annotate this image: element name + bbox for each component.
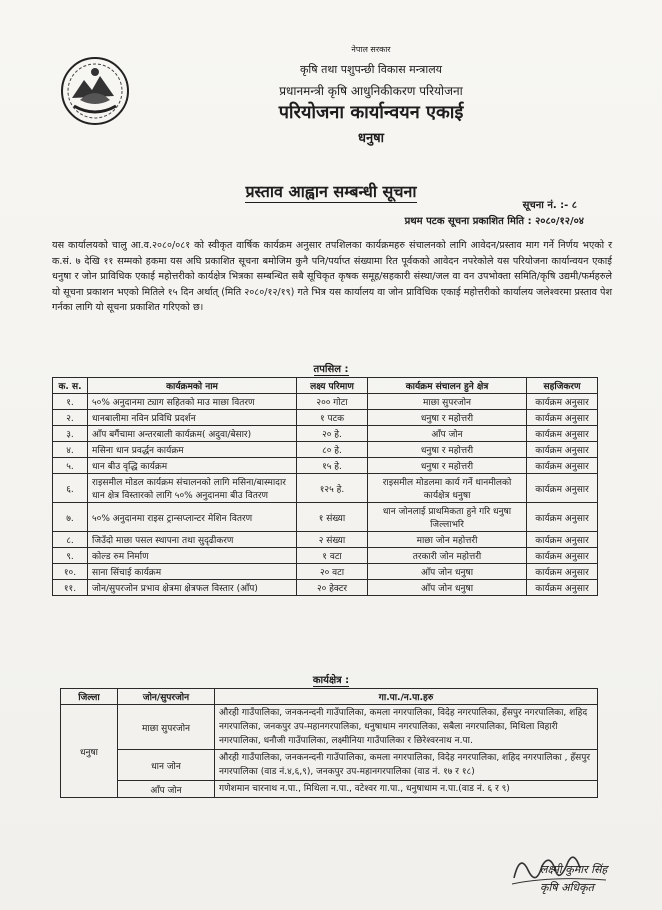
notice-number: सूचना नं. :- ८ bbox=[522, 200, 577, 211]
row-program: कोल्ड रुम निर्माण bbox=[88, 548, 297, 564]
row-district: धनुषा bbox=[61, 705, 118, 798]
row-area: राइसमील मोडलमा कार्य गर्ने धानमीलको कार्यक्षेत्र धनुषा bbox=[368, 474, 527, 503]
ministry-name: कृषि तथा पशुपन्छी विकास मन्त्रालय bbox=[299, 63, 443, 76]
table-row bbox=[53, 532, 598, 548]
col-zone: जोन/सुपरजोन bbox=[118, 689, 215, 705]
area-label bbox=[0, 672, 662, 686]
row-target: २० हे. bbox=[297, 426, 368, 442]
row-sn: १. bbox=[53, 394, 88, 410]
area-table-body bbox=[61, 705, 598, 798]
row-municipalities: औरही गाउँपालिका, जनकनन्दनी गाउँपालिका, कमला नगरपालिका, विदेह नगरपालिका, शहिद नगरपालिका , हँसपुर नगरपालिका (वाड नं.४,६,९), जनकपुर उप-महानगरपालिका (वाड नं. १७ र १८) bbox=[215, 750, 598, 781]
row-facilitation: कार्यक्रम अनुसार bbox=[527, 442, 598, 458]
row-program: जोन/सुपरजोन प्रभाव क्षेत्रमा क्षेत्रफल विस्तार (आँप) bbox=[88, 580, 297, 596]
row-area: आँप जोन bbox=[368, 426, 527, 442]
row-municipalities: गणेशमान चारनाथ न.पा., मिथिला न.पा., वटेश्वर गा.पा., धनुषाधाम न.पा.(वाड नं. ६ र ९) bbox=[215, 781, 598, 798]
program-table bbox=[52, 377, 598, 596]
row-target: ८० हे. bbox=[297, 442, 368, 458]
row-program: ५०% अनुदानमा राइस ट्रान्सप्लान्टर मेशिन वितरण bbox=[88, 503, 297, 532]
table-row bbox=[53, 474, 598, 503]
table-row bbox=[53, 426, 598, 442]
area-label-text: कार्यक्षेत्र : bbox=[312, 675, 350, 686]
row-program: जिउँदो माछा पसल स्थापना तथा सुदृढीकरण bbox=[88, 532, 297, 548]
row-zone: धान जोन bbox=[118, 750, 215, 781]
project-name: प्रधानमन्त्री कृषि आधुनिकीकरण परियोजना bbox=[279, 84, 463, 98]
table-row bbox=[53, 394, 598, 410]
row-area: आँप जोन धनुषा bbox=[368, 564, 527, 580]
table-row bbox=[53, 580, 598, 596]
row-zone: आँप जोन bbox=[118, 781, 215, 798]
row-target: २ संख्या bbox=[297, 532, 368, 548]
row-zone: माछा सुपरजोन bbox=[118, 705, 215, 750]
row-area: धनुषा र महोत्तरी bbox=[368, 410, 527, 426]
area-table-header bbox=[61, 689, 598, 705]
row-sn: १०. bbox=[53, 564, 88, 580]
row-program: साना सिंचाई कार्यक्रम bbox=[88, 564, 297, 580]
col-facilitation: सहजिकरण bbox=[527, 378, 598, 394]
government-label: नेपाल सरकार bbox=[351, 45, 391, 54]
row-facilitation: कार्यक्रम अनुसार bbox=[527, 410, 598, 426]
row-sn: ५. bbox=[53, 458, 88, 474]
row-facilitation: कार्यक्रम अनुसार bbox=[527, 458, 598, 474]
row-area: तरकारी जोन महोत्तरी bbox=[368, 548, 527, 564]
table-row bbox=[61, 781, 598, 798]
details-label bbox=[0, 361, 662, 375]
col-municipalities: गा.पा./न.पा.हरु bbox=[215, 689, 598, 705]
signatory-name: लक्ष्मी कुमार सिंह bbox=[540, 863, 608, 876]
row-facilitation: कार्यक्रम अनुसार bbox=[527, 532, 598, 548]
district-name: धनुषा bbox=[357, 131, 385, 146]
col-sn: क. स. bbox=[53, 378, 88, 394]
row-facilitation: कार्यक्रम अनुसार bbox=[527, 394, 598, 410]
table-row bbox=[53, 442, 598, 458]
row-program: आँप बगैंचामा अन्तरबाली कार्यक्रम( अदुवा/बेसार) bbox=[88, 426, 297, 442]
program-table-header bbox=[53, 378, 598, 394]
row-program: मसिना धान प्रवर्द्धन कार्यक्रम bbox=[88, 442, 297, 458]
row-target: १ वटा bbox=[297, 548, 368, 564]
row-area: आँप जोन धनुषा bbox=[368, 580, 527, 596]
row-area: धान जोनलाई प्राथमिकता हुने गरि धनुषा जिल्लाभरि bbox=[368, 503, 527, 532]
row-target: २० हेक्टर bbox=[297, 580, 368, 596]
row-target: २०० गोटा bbox=[297, 394, 368, 410]
table-row bbox=[61, 705, 598, 750]
row-sn: ८. bbox=[53, 532, 88, 548]
row-sn: ३. bbox=[53, 426, 88, 442]
notice-title-text: प्रस्ताव आह्वान सम्बन्धी सूचना bbox=[245, 182, 417, 201]
row-sn: ९. bbox=[53, 548, 88, 564]
row-facilitation: कार्यक्रम अनुसार bbox=[527, 580, 598, 596]
row-target: २० वटा bbox=[297, 564, 368, 580]
published-date: प्रथम पटक सूचना प्रकाशित मिति : २०८०/१२/०४ bbox=[404, 216, 584, 227]
row-target: १५ हे. bbox=[297, 458, 368, 474]
row-area: माछा सुपरजोन bbox=[368, 394, 527, 410]
table-row bbox=[53, 503, 598, 532]
row-area: धनुषा र महोत्तरी bbox=[368, 442, 527, 458]
table-row bbox=[53, 564, 598, 580]
table-row bbox=[61, 750, 598, 781]
row-sn: ४. bbox=[53, 442, 88, 458]
row-municipalities: औरही गाउँपालिका, जनकनन्दनी गाउँपालिका, कमला नगरपालिका, विदेह नगरपालिका, हँसपुर नगरपालिका, शहिद नगरपालिका, जनकपुर उप-महानगरपालिका, धनुषाधाम नगरपालिका, सबैला नगरपालिका, मिथिला विहारी नगरपालिका, धनौजी गाउँपालिका, लक्ष्मीनिया गाउँपालिका र छिरेश्वरनाथ न.पा. bbox=[215, 705, 598, 750]
unit-name: परियोजना कार्यान्वयन एकाई bbox=[278, 102, 464, 123]
row-program: राइसमील मोडल कार्यक्रम संचालनको लागि मसिना/बास्मादार धान क्षेत्र विस्तारको लागि ५०% अनुदानमा बीउ वितरण bbox=[88, 474, 297, 503]
row-area: धनुषा र महोत्तरी bbox=[368, 458, 527, 474]
row-sn: ६. bbox=[53, 474, 88, 503]
row-sn: ७. bbox=[53, 503, 88, 532]
row-program: धानबालीमा नविन प्रविधि प्रदर्शन bbox=[88, 410, 297, 426]
col-program: कार्यक्रमको नाम bbox=[88, 378, 297, 394]
area-table bbox=[60, 688, 598, 798]
row-target: १२५ हे. bbox=[297, 474, 368, 503]
row-facilitation: कार्यक्रम अनुसार bbox=[527, 564, 598, 580]
row-facilitation: कार्यक्रम अनुसार bbox=[527, 503, 598, 532]
row-target: १ संख्या bbox=[297, 503, 368, 532]
signatory-title: कृषि अधिकृत bbox=[540, 881, 594, 894]
details-label-text: तपसिल : bbox=[313, 364, 349, 375]
row-facilitation: कार्यक्रम अनुसार bbox=[527, 548, 598, 564]
row-program: धान बीउ वृद्धि कार्यक्रम bbox=[88, 458, 297, 474]
row-program: ५०% अनुदानमा ट्याग सहितको माउ माछा वितरण bbox=[88, 394, 297, 410]
col-district: जिल्ला bbox=[61, 689, 118, 705]
table-row bbox=[53, 410, 598, 426]
row-target: १ पटक bbox=[297, 410, 368, 426]
row-area: माछा जोन महोत्तरी bbox=[368, 532, 527, 548]
col-target: लक्ष्य परिमाण bbox=[297, 378, 368, 394]
notice-body: यस कार्यालयको चालु आ.व.२०८०/०८१ को स्वीकृत वार्षिक कार्यक्रम अनुसार तपशिलका कार्यक्रमहरु संचालनको लागि आवेदन/प्रस्ताव माग गर्ने निर्णय भएको र क.सं. ७ देखि ११ सम्मको हकमा यस अघि प्रकाशित सूचना बमोजिम कुनै पनि/पर्याप्त संख्यामा रित पूर्वकको आवेदन नपरेकोले यस परियोजना कार्यान्वयन एकाई धनुषा र जोन प्राविधिक एकाई महोत्तरीको कार्यक्षेत्र भित्रका सम्बन्धित सबै सूचिकृत कृषक समूह/सहकारी संस्था/जल वा वन उपभोक्ता समिति/कृषि उद्यमी/फर्महरुले यो सूचना प्रकाशन भएको मितिले १५ दिन अर्थात् (मिति २०८०/१२/१९) गते भित्र यस कार्यालय वा जोन प्राविधिक एकाई महोत्तरीको कार्यालय जलेश्वरमा प्रस्ताव पेश गर्नका लागि यो सूचना प्रकाशित गरिएको छ। bbox=[52, 240, 612, 313]
row-sn: २. bbox=[53, 410, 88, 426]
col-area: कार्यक्रम संचालन हुने क्षेत्र bbox=[368, 378, 527, 394]
row-facilitation: कार्यक्रम अनुसार bbox=[527, 474, 598, 503]
table-row bbox=[53, 458, 598, 474]
program-table-body bbox=[53, 394, 598, 596]
row-facilitation: कार्यक्रम अनुसार bbox=[527, 426, 598, 442]
table-row bbox=[53, 548, 598, 564]
row-sn: ११. bbox=[53, 580, 88, 596]
